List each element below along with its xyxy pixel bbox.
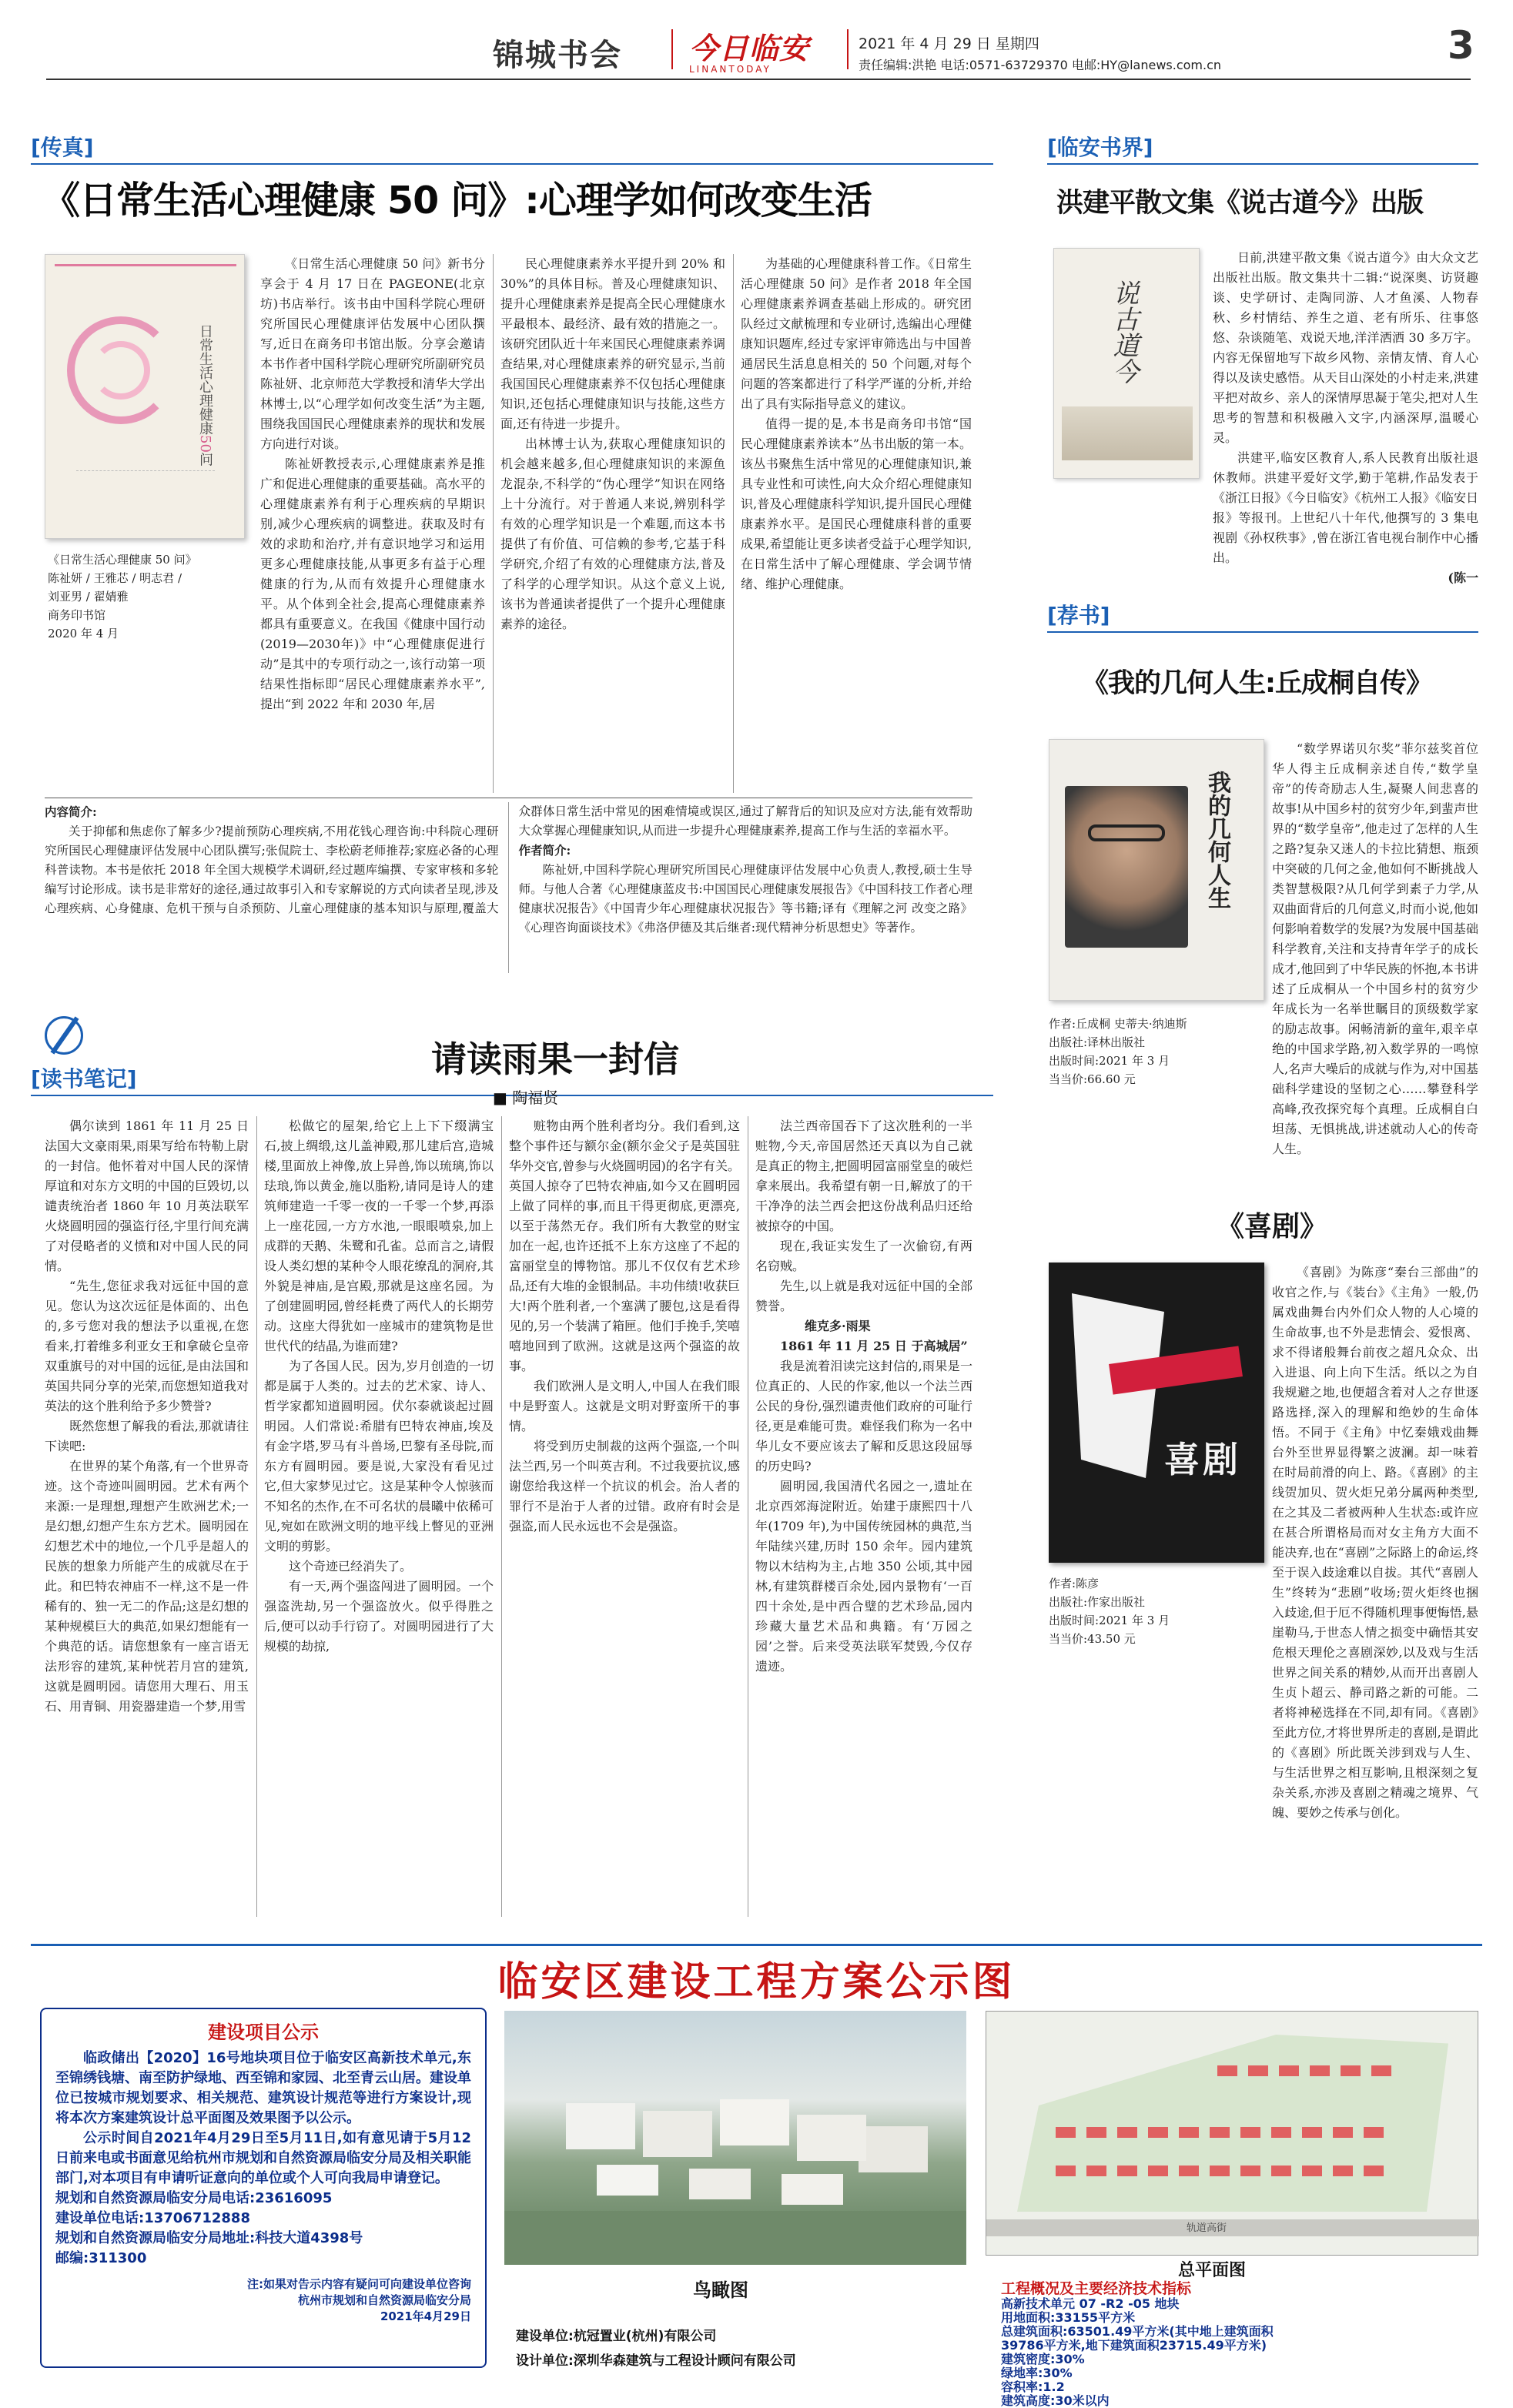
a2-headline: 洪建平散文集《说古道今》出版 [1056, 188, 1424, 219]
a4-book-cover [1049, 1263, 1264, 1563]
masthead [0, 0, 1513, 77]
tag-reading-notes: [读书笔记] [31, 1062, 993, 1096]
a5-col4: 法兰西帝国吞下了这次胜利的一半赃物,今天,帝国居然还天真以为自己就是真正的物主,把圆明园富丽堂皇的破烂拿来展出。我希望有朝一日,解放了的干干净净的法兰西会把这份战利品归还给被掠夺的中国。 现在,我证实发生了一次偷窃,有两名窃贼。 先生,以上就是我对远征中国的全部赞誉。 维克多·雨果 1861 年 11 月 25 日 于高城居” 我是流着泪读完这封信的,雨果是一位真正的、人民的作家,他以一个法兰西公民的身份,强烈谴责他们政府的可耻行径,更是难能可贵。难怪我们称为一名中华儿女不要应该去了解和反思这段屈辱的历史吗? 圆明园,我国清代名园之一,遗址在北京西郊海淀附近。始建于康熙四十八年(1709 年),为中国传统园林的典范,当年陆续兴建,历时 150 余年。园内建筑物以木结构为主,占地 350 公顷,其中园林,有建筑群楼百余处,园内景物有‘一百四十余处,是中西合璧的艺术珍品,园内珍藏大量艺术品和典籍。有‘万园之园’之誉。后来受英法联军焚毁,今仅存遗迹。 [755, 1119, 972, 1674]
builder-info: 建设单位:杭冠置业(杭州)有限公司 [516, 2329, 717, 2344]
a1-cover-title: 日常生活心理健康50问 [197, 324, 213, 467]
a1-book-cover [45, 254, 245, 539]
issue-date: 2021 年 4 月 29 日 星期四 [859, 35, 1039, 52]
editor-contact: 责任编辑:洪艳 电话:0571-63729370 电邮:HY@lanews.com.cn [859, 58, 1222, 72]
a4-headline: 《喜剧》 [1217, 1211, 1328, 1242]
a4-cover-title: 喜剧 [1164, 1439, 1241, 1480]
tag-fax: [传真] [31, 131, 993, 165]
a1-intro: 内容简介: 关于抑郁和焦虑你了解多少?提前预防心理疾病,不用花钱心理咨询:中科院心理研究所国民心理健康评估发展中心团队撰写;张侃院士、李松蔚老师推荐;家庭必备的心理科普读物。本书是依托 2018 年全国大规模学术调研,经过题库编撰、专家审核和多轮编写讨论形成。读书是非常好的途径,通过故事引入和专家解说的方式向读者呈现,涉及心理疾病、心身健康、危机干预与自杀预防、儿童心理健康的基本知识与原理,覆盖大众群体日常生活中常见的困难情境或误区,通过了解背后的知识及应对方法,能有效帮助大众掌握心理健康知识,从而进一步提升心理健康素养,提高工作与生活的幸福水平。 作者简介: 陈祉妍,中国科学院心理研究所国民心理健康评估发展中心负责人,教授,硕士生导师。与他人合著《心理健康蓝皮书:中国国民心理健康发展报告》《中国科技工作者心理健康状况报告》《中国青少年心理健康状况报告》等书籍;译有《理解之河 改变之路》《心理咨询面谈技术》《弗洛伊德及其后继者:现代精神分析思想史》等著作。 [45, 804, 972, 935]
a5-col1: 偶尔读到 1861 年 11 月 25 日法国大文豪雨果,雨果写给布特勒上尉的一封信。他怀着对中国人民的深情厚谊和对东方文明的中国的巨毁切,以谴责统治者 1860 年 10 月英法联军火烧圆明园的强盗行径,宇里行间充满了对侵略者的义愤和对中国人民的同情。 “先生,您征求我对远征中国的意见。您认为这次远征是体面的、出色的,多亏您对我的想法予以重视,在您看来,打着维多利亚女王和拿破仑皇帝双重旗号的对中国的远征,是由法国和英国共同分享的光荣,而您想知道我对英法的这个胜利给予多少赞誉? 既然您想了解我的看法,那就请往下读吧: 在世界的某个角落,有一个世界奇迹。这个奇迹叫圆明园。艺术有两个来源:一是理想,理想产生欧洲艺术;一是幻想,幻想产生东方艺术。圆明园在幻想艺术中的地位,一个几乎是超人的民族的想象力所能产生的成就尽在于此。和巴特农神庙不一样,这不是一件稀有的、独一无二的作品;这是幻想的某种规模巨大的典范,如果幻想能有一个典范的话。请您想象有一座言语无法形容的建筑,某种恍若月宫的建筑,这就是圆明园。请您用大理石、用玉石、用青铜、用瓷器建造一个梦,用雪 [45, 1119, 249, 1714]
tag-recommend: [荐书] [1047, 599, 1478, 633]
a3-cover-title: 我的几何人生 [1203, 771, 1230, 909]
page-number: 3 [1448, 23, 1475, 68]
a1-col2: 《日常生活心理健康 50 问》新书分享会于 4 月 17 日在 PAGEONE(北京坊)书店举行。该书由中国科学院心理研究所国民心理健康评估发展中心团队撰写,近日在商务印书馆出版。分享会邀请本书作者中国科学院心理研究所副研究员陈祉妍、北京师范大学教授和清华大学出林博士,以“心理学如何改变生活”为主题,围绕我国国民心理健康素养的现状和发展方向进行对谈。 陈祉妍教授表示,心理健康素养是推广和促进心理健康的重要基础。高水平的心理健康素养有利于心理疾病的早期识别,减少心理疾病的调整进。获取及时有效的求助和治疗,并有意识地学习和运用更多心理健康技能,从事更多有益于心理健康的行为,从而有效提升心理健康水平。从个体到全社会,提高心理健康素养都具有重要意义。在我国《健康中国行动(2019—2030年)》中“心理健康促进行动”是其中的专项行动之一,该行动第一项结果性指标即“居民心理健康素养水平”,提出“到 2022 年和 2030 年,居 [260, 256, 485, 711]
section-name: 锦城书会 [493, 38, 622, 73]
tag-linan-books: [临安书界] [1047, 131, 1478, 165]
a3-book-cover [1049, 739, 1264, 1001]
a3-headline: 《我的几何人生:丘成桐自传》 [1082, 668, 1432, 699]
aerial-label: 鸟瞰图 [693, 2279, 748, 2301]
newspaper-logo: 今日临安 LINANTODAY [689, 31, 810, 75]
aerial-rendering [504, 2011, 966, 2265]
a5-byline: ■ 陶福贤 [493, 1089, 559, 1107]
notice-box: 建设项目公示 临政储出【2020】16号地块项目位于临安区高新技术单元,东至锦绣钱塘、南至防护绿地、西至锦和家园、北至青云山居。建设单位已按城市规划要求、相关规范、建筑设计规范等进行方案设计,现将本次方案建筑设计总平面图及效果图予以公示。 公示时间自2021年4月29日至5月11日,如有意见请于5月12日前来电或书面意见给杭州市规划和自然资源局临安分局及相关职能部门,对本项目有申请听证意向的单位或个人可向我局申请登记。 规划和自然资源局临安分局电话:23616095 建设单位电话:13706712888 规划和自然资源局临安分局地址:科技大道4398号 邮编:311300 注:如果对告示内容有疑问可向建设单位咨询 杭州市规划和自然资源局临安分局 2021年4月29日 [40, 2008, 487, 2368]
designer-info: 设计单位:深圳华森建筑与工程设计顾问有限公司 [516, 2353, 796, 2369]
notice-headline: 临安区建设工程方案公示图 [497, 1959, 1016, 2005]
a2-cover-title: 说古道今 [1108, 279, 1139, 384]
notice-box-title: 建设项目公示 [208, 2022, 319, 2043]
a1-col3: 民心理健康素养水平提升到 20% 和 30%”的具体目标。普及心理健康知识、提升心理健康素养是提高全民心理健康水平最根本、最经济、最有效的措施之一。该研究团队近十年来国民心理健康素养调查结果,对心理健康素养的研究显示,当前我国国民心理健康素养不仅包括心理健康知识,还包括心理健康知识与技能,这些方面,还有待进一步提升。 出林博士认为,获取心理健康知识的机会越来越多,但心理健康知识的来源鱼龙混杂,不科学的“伪心理学”知识在网络上十分流行。对于普通人来说,辨别科学有效的心理学知识是一个难题,而这本书提供了有价值、可信赖的参考,它基于科学研究,介绍了有效的心理健康方法,普及了科学的心理学知识。从这个意义上说,该书为普通读者提供了一个提升心理健康素养的途径。 [500, 256, 725, 631]
pen-icon [45, 1016, 83, 1055]
a2-body: 日前,洪建平散文集《说古道今》由大众文艺出版社出版。散文集共十二辑:“说深奥、访贤趣谈、史学研讨、走陶同游、人才鱼溪、人物春秋、乡村情结、养生之道、老有所乐、往事悠悠、杂谈随笔、戏说天地,洋洋洒洒 30 多万字。内容无保留地写下故乡风物、亲情友情、育人心得以及读史感悟。从天目山深处的小村走来,洪建平把对故乡、亲人的深情厚思凝于笔尖,把对人生思考的智慧和积极融入文字,内涵深厚,温暖心灵。 洪建平,临安区教育人,系人民教育出版社退休教师。洪建平爱好文学,勤于笔耕,作品发表于《浙江日报》《今日临安》《杭州工人报》《临安日报》等报刊。上世纪八十年代,他撰写的 3 集电视剧《孙权秩事》,曾在浙江省电视台制作中心播出。 (陈一 [1213, 250, 1478, 585]
a3-body: “数学界诺贝尔奖”菲尔兹奖首位华人得主丘成桐亲述自传,“数学皇帝”的传奇励志人生,凝聚人间悲喜的故事!从中国乡村的贫穷少年,到蜚声世界的“数学皇帝”,他走过了怎样的人生之路?复杂又迷人的卡拉比猜想、瓶颈中突破的几何之金,他如何不断挑战人类智慧极限?从几何学到素子力学,从双曲面背后的几何意义,时而小说,他如何影响着数学的发展?为发展中国基础科学教育,关注和支持青年学子的成长成才,他回到了中华民族的怀抱,本书讲述了丘成桐从一个中国乡村的贫穷少年成长为一名举世瞩目的顶级数学家的励志故事。闲畅清新的童年,艰辛卓绝的中国求学路,初入数学界的一鸣惊人,名声大噪后的成就与作为,对中国基础科学建设的坚韧之心……攀登科学高峰,孜孜探究每个真理。丘成桐自白坦荡、无惧挑战,讲述就动人心的传奇人生。 [1272, 741, 1478, 1156]
a5-col2: 松做它的屋架,给它上上下下缀满宝石,披上绸缎,这儿盖神殿,那儿建后宫,造城楼,里面放上神像,放上异兽,饰以琉璃,饰以珐琅,饰以黄金,施以脂粉,请同是诗人的建筑师建造一千零一夜的一千零一个梦,再添上一座花园,一方方水池,一眼眼喷泉,加上成群的天鹅、朱鹭和孔雀。总而言之,请假设人类幻想的某种令人眼花缭乱的洞府,其外貌是神庙,是宫殿,那就是这座名园。为了创建圆明园,曾经耗费了两代人的长期劳动。这座大得犹如一座城市的建筑物是世世代代的结晶,为谁而建? 为了各国人民。因为,岁月创造的一切都是属于人类的。过去的艺术家、诗人、哲学家都知道圆明园。伏尔泰就谈起过圆明园。人们常说:希腊有巴特农神庙,埃及有金字塔,罗马有斗兽场,巴黎有圣母院,而东方有圆明园。要是说,大家没有看见过它,但大家梦见过它。这是某种令人惊骇而不知名的杰作,在不可名状的晨曦中依稀可见,宛如在欧洲文明的地平线上瞥见的亚洲文明的剪影。 这个奇迹已经消失了。 有一天,两个强盗闯进了圆明园。一个强盗洗劫,另一个强盗放火。似乎得胜之后,便可以动手行窃了。对圆明园进行了大规模的劫掠, [264, 1119, 494, 1654]
a1-col4: 为基础的心理健康科普工作。《日常生活心理健康 50 问》是作者 2018 年全国心理健康素养调查基础上形成的。研究团队经过文献梳理和专业研讨,选编出心理健康知识题库,经过专家评审筛选出与中国普通居民生活息息相关的 50 个问题,对每个问题的答案都进行了科学严谨的分析,并给出了具有实际指导意义的建议。 值得一提的是,本书是商务印书馆“国民心理健康素养读本”丛书出版的第一本。该丛书聚焦生活中常见的心理健康知识,兼具专业性和可读性,向大众介绍心理健康知识,普及心理健康科学知识,提升国民心理健康素养水平。是国民心理健康科普的重要成果,希望能让更多读者受益于心理学知识,在日常生活中了解心理健康、学会调节情绪、维护心理健康。 [741, 256, 972, 591]
a3-book-caption: 作者:丘成桐 史蒂夫·纳迪斯 出版社:译林出版社 出版时间:2021 年 3 月 当当价:66.60 元 [1049, 1017, 1187, 1086]
a1-headline: 《日常生活心理健康 50 问》:心理学如何改变生活 [42, 179, 872, 222]
a5-headline: 请读雨果一封信 [431, 1038, 679, 1080]
author-portrait [1065, 786, 1188, 948]
a4-book-caption: 作者:陈彦 出版社:作家出版社 出版时间:2021 年 3 月 当当价:43.50 元 [1049, 1577, 1170, 1646]
a4-body: 《喜剧》为陈彦“秦台三部曲”的收官之作,与《装台》《主角》一般,仍属戏曲舞台内外们众人物的人心境的生命故事,也不外是悲情会、爱恨离、求不得诸般舞台前夜之超凡众众、出入进退、向上向下生活。纸以之为自我规避之地,也便超含着对人之存世逐路选择,深入的理解和绝妙的生命体悟。不同于《主角》中忆秦娥戏曲舞台外至世界显得繁之波澜。却一味着在时局前滑的向上、路。《喜剧》的主线贺加贝、贺火炬兄弟分属两种类型,在之其及二者被两种人生状态:或许应在甚合所谓格局而对女主角方大面不能决弃,也在“喜剧”之际路上的命运,终至于误入歧途难以自拔。其代“喜剧人生”终转为“悲剧”收场;贺火炬终也捆入歧途,但于厄不得随机理事便悔悟,悬崖勒马,于世态人情之损变中确悟其安危根天理伦之喜剧深妙,以及戏与生活世界之间关系的精妙,从而开出喜剧人生贞卜超云、静司路之新的可能。二者将神秘选择在不同,却有同。《喜剧》至此方位,才将世界所走的喜剧,是谓此的《喜剧》所此既关涉到戏与人生、与生活世界之相互影响,且根深刻之复杂关系,亦涉及喜剧之精魂之境界、气魄、要妙之传承与创化。 [1272, 1265, 1478, 1820]
site-plan-label: 总平面图 [1178, 2261, 1247, 2280]
a2-book-cover [1053, 248, 1200, 479]
road-label: 轨道高街 [1187, 2222, 1227, 2234]
a5-col3: 赃物由两个胜利者均分。我们看到,这整个事件还与额尔金(额尔金父子是英国驻华外交官,曾参与火烧圆明园)的名字有关。英国人掠夺了巴特农神庙,如今又在圆明园上做了同样的事,而且干得更彻底,更漂亮,以至于荡然无存。我们所有大教堂的财宝加在一起,也许还抵不上东方这座了不起的富丽堂皇的博物馆。那儿不仅仅有艺术珍品,还有大堆的金银制品。丰功伟绩!收获巨大!两个胜利者,一个塞满了腰包,这是看得见的,另一个装满了箱匣。他们手挽手,笑嘻嘻地回到了欧洲。这就是这两个强盗的故事。 我们欧洲人是文明人,中国人在我们眼中是野蛮人。这就是文明对野蛮所干的事情。 将受到历史制裁的这两个强盗,一个叫法兰西,另一个叫英吉利。不过我要抗议,感谢您给我这样一个抗议的机会。治人者的罪行不是治于人者的过错。政府有时会是强盗,而人民永远也不会是强盗。 [509, 1119, 740, 1533]
a1-book-caption: 《日常生活心理健康 50 问》 陈祉妍 / 王雅芯 / 明志君 / 刘亚男 / 翟婧雅 商务印书馆 2020 年 4 月 [48, 553, 197, 640]
site-plan [986, 2011, 1478, 2256]
notice-banner [31, 1944, 1482, 2005]
tech-stats: 工程概况及主要经济技术指标 高新技术单元 07 -R2 -05 地块 用地面积:33155平方米 总建筑面积:63501.49平方米(其中地上建筑面积 39786平方米,地下建筑面积23715.49平方米) 建筑密度:30% 绿地率:30% 容积率:1.2 建筑高度:30米以内 [1001, 2280, 1274, 2408]
